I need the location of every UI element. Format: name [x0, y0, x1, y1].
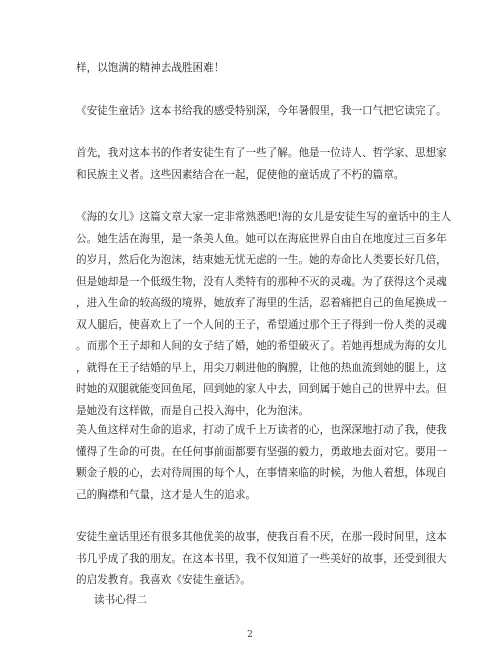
text-line: 书几乎成了我的朋友。在这本书里，我不仅知道了一些美好的故事，还受到很大	[76, 552, 447, 565]
text-line: 的启发教育。我喜欢《安徒生童话》。	[76, 574, 251, 586]
text-line: 的岁月，然后化为泡沫，结束她无忧无虑的一生。她的寿命比人类要长好几倍，	[76, 254, 447, 266]
paragraph-conclusion	[76, 527, 447, 592]
text-line: 安徒生童话里还有很多其他优美的故事，使我百看不厌，在那一段时间里，这本	[76, 531, 447, 543]
text-line: 。而那个王子却和人间的女子结了婚，她的希望破灭了。若她再想成为海的女儿	[76, 340, 447, 352]
paragraph-intro	[76, 101, 447, 123]
text-line: 《海的女儿》这篇文章大家一定非常熟悉吧!海的女儿是安徒生写的童话中的主人	[76, 211, 452, 223]
text-line: 和民族主义者。这些因素结合在一起，促使他的童话成了不朽的篇章。	[76, 168, 405, 181]
heading-text: 读书心得二	[94, 594, 147, 606]
text-line: 是她没有这样做，而是自己投入海中，化为泡沫。	[76, 404, 310, 417]
text-line: 《安徒生童话》这本书给我的感受特别深，今年暑假里，我一口气把它读完了。	[76, 105, 447, 117]
text-line: 己的胸襟和气量，这才是人生的追求。	[76, 488, 257, 501]
text-line: 颗金子般的心，去对待周围的每个人，在事情来临的时候，为他人着想，体现自	[76, 467, 447, 479]
text-line: 懂得了生命的可贵。在任何事前面都要有坚强的毅力，勇敢地去面对它。要用一	[76, 445, 447, 458]
section-heading	[94, 590, 444, 612]
page-number: 2	[247, 630, 253, 640]
paragraph-closing	[76, 58, 426, 80]
text-line: 但是她却是一个低级生物，没有人类特有的那种不灭的灵魂。为了获得这个灵魂	[76, 275, 447, 288]
text-line: 时她的双腿就能变回鱼尾，回到她的家人中去，回到属于她自己的世界中去。但	[76, 383, 447, 395]
paragraph-reflection	[76, 420, 447, 506]
paragraph-author	[76, 143, 447, 186]
text-line: 美人鱼这样对生命的追求，打动了成千上万读者的心，也深深地打动了我，使我	[76, 424, 447, 436]
text-line: 公。她生活在海里，是一条美人鱼。她可以在海底世界自由自在地度过三百多年	[76, 232, 447, 245]
text-line: 首先，我对这本书的作者安徒生有了一些了解。他是一位诗人、哲学家、思想家	[76, 147, 447, 159]
paragraph-little-mermaid	[76, 207, 452, 422]
text-line: ，进入生命的较高级的境界，她放弃了海里的生活，忍着痛把自己的鱼尾换成一	[76, 297, 447, 309]
text-line: ，就得在王子结婚的早上，用尖刀刺进他的胸膛，让他的热血流到她的腿上，这	[76, 361, 447, 374]
text-line: 样，以饱满的精神去战胜困难！	[76, 62, 225, 74]
text-line: 双人腿后，使喜欢上了一个人间的王子，希望通过那个王子得到一份人类的灵魂	[76, 318, 447, 331]
